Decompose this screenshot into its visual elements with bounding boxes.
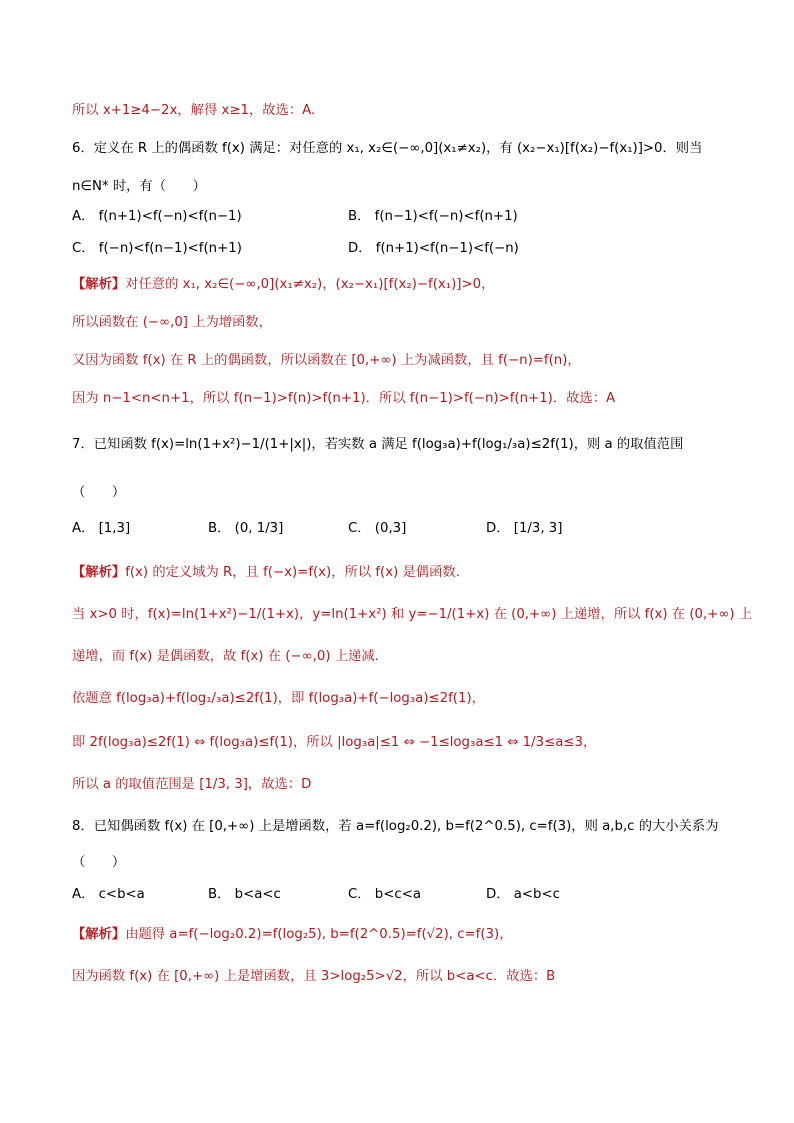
solution-text: 对任意的 x₁, x₂∈(−∞,0](x₁≠x₂)，(x₂−x₁)[f(x₂)−f(x₁)]>0， bbox=[125, 277, 495, 292]
solution-5-conclusion: 所以 x+1≥4−2x，解得 x≥1，故选：A. bbox=[72, 103, 316, 118]
solution-8-line-2: 因为函数 f(x) 在 [0,+∞) 上是增函数，且 3>log₂5>√2，所以 b<a<c．故选：B bbox=[72, 969, 556, 984]
question-7-stem: 7．已知函数 f(x)=ln(1+x²)−1/(1+|x|)，若实数 a 满足 f(log₃a)+f(log₁/₃a)≤2f(1)，则 a 的取值范围 bbox=[72, 437, 684, 452]
question-6-stem: 6．定义在 R 上的偶函数 f(x) 满足：对任意的 x₁, x₂∈(−∞,0](x₁≠x₂)，有 (x₂−x₁)[f(x₂)−f(x₁)]>0．则当 bbox=[72, 141, 703, 156]
question-8-stem: 8．已知偶函数 f(x) 在 [0,+∞) 上是增函数，若 a=f(log₂0.2), b=f(2^0.5), c=f(3)，则 a,b,c 的大小关系为 bbox=[72, 819, 719, 834]
question-7-stem-continued: （ ） bbox=[72, 485, 126, 500]
solution-7-line-6: 所以 a 的取值范围是 [1/3, 3]，故选：D bbox=[72, 777, 312, 792]
q7-option-b: B． (0, 1/3] bbox=[208, 521, 284, 536]
solution-tag: 【解析】 bbox=[72, 565, 126, 580]
solution-6-line-4: 因为 n−1<n<n+1，所以 f(n−1)>f(n)>f(n+1)．所以 f(n−1)>f(−n)>f(n+1)．故选：A bbox=[72, 391, 616, 406]
solution-tag: 【解析】 bbox=[72, 277, 126, 292]
solution-text: f(x) 的定义域为 R，且 f(−x)=f(x)，所以 f(x) 是偶函数． bbox=[125, 565, 469, 580]
q8-option-a: A． c<b<a bbox=[72, 887, 145, 902]
solution-6-line-3: 又因为函数 f(x) 在 R 上的偶函数，所以函数在 [0,+∞) 上为减函数，且 f(−n)=f(n)， bbox=[72, 353, 581, 368]
q6-option-a: A． f(n+1)<f(−n)<f(n−1) bbox=[72, 209, 242, 224]
solution-8-line-1 bbox=[72, 926, 513, 944]
q6-option-c: C． f(−n)<f(n−1)<f(n+1) bbox=[72, 241, 242, 256]
solution-7-line-3: 递增，而 f(x) 是偶函数，故 f(x) 在 (−∞,0) 上递减． bbox=[72, 649, 388, 664]
solution-6-line-1 bbox=[72, 276, 494, 294]
solution-tag: 【解析】 bbox=[72, 927, 126, 942]
q6-option-b: B． f(n−1)<f(−n)<f(n+1) bbox=[348, 209, 518, 224]
q8-option-d: D． a<b<c bbox=[486, 887, 560, 902]
q7-option-d: D． [1/3, 3] bbox=[486, 521, 563, 536]
solution-6-line-2: 所以函数在 (−∞,0] 上为增函数， bbox=[72, 315, 272, 330]
q8-option-c: C． b<c<a bbox=[348, 887, 421, 902]
solution-text: 由题得 a=f(−log₂0.2)=f(log₂5), b=f(2^0.5)=f(√2), c=f(3)， bbox=[125, 927, 513, 942]
q8-option-b: B． b<a<c bbox=[208, 887, 281, 902]
solution-7-line-4: 依题意 f(log₃a)+f(log₁/₃a)≤2f(1)，即 f(log₃a)+f(−log₃a)≤2f(1)， bbox=[72, 691, 485, 706]
solution-7-line-5: 即 2f(log₃a)≤2f(1) ⇔ f(log₃a)≤f(1)，所以 |log₃a|≤1 ⇔ −1≤log₃a≤1 ⇔ 1/3≤a≤3， bbox=[72, 735, 597, 750]
solution-7-line-1 bbox=[72, 564, 469, 582]
q7-option-a: A． [1,3] bbox=[72, 521, 131, 536]
solution-7-line-2: 当 x>0 时，f(x)=ln(1+x²)−1/(1+x)，y=ln(1+x²) 和 y=−1/(1+x) 在 (0,+∞) 上递增，所以 f(x) 在 (0,+∞) 上 bbox=[72, 607, 753, 622]
question-8-stem-continued: （ ） bbox=[72, 855, 126, 870]
q7-option-c: C． (0,3] bbox=[348, 521, 407, 536]
question-6-stem-continued: n∈N* 时，有（ ） bbox=[72, 179, 206, 194]
q6-option-d: D． f(n+1)<f(n−1)<f(−n) bbox=[348, 241, 519, 256]
